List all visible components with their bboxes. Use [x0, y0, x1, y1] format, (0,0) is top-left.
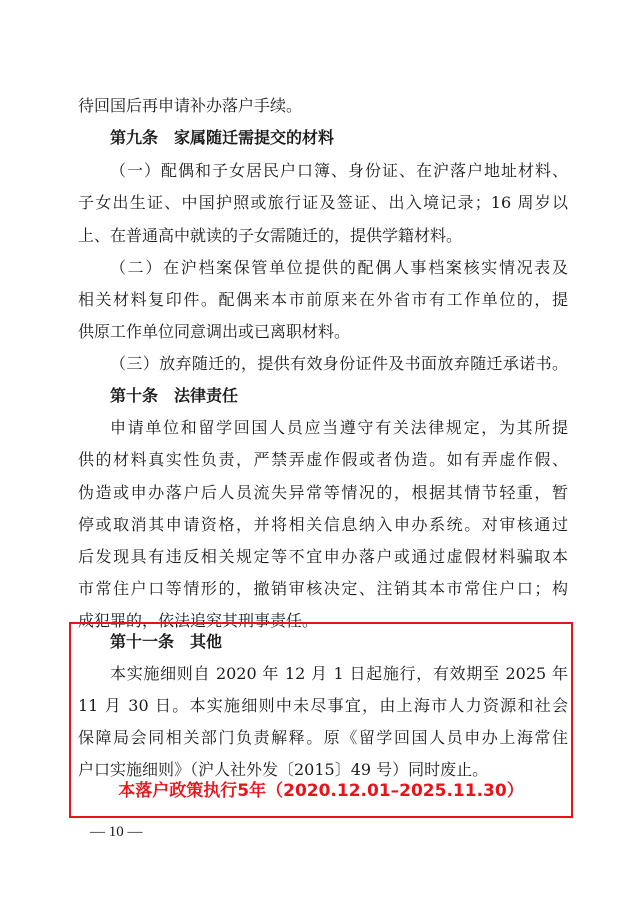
page-number: — 10 — — [90, 824, 143, 840]
section-11-heading: 第十一条 其他 — [110, 632, 223, 651]
body-line: 市常住户口等情形的，撤销审核决定、注销其本市常住户口；构 — [78, 579, 568, 598]
body-line: 后发现具有违反相关规定等不宜申办落户或通过虚假材料骗取本 — [78, 547, 568, 566]
body-line: 申请单位和留学回国人员应当遵守有关法律规定，为其所提 — [110, 418, 568, 437]
body-line: 停或取消其申请资格，并将相关信息纳入申办系统。对审核通过 — [78, 515, 568, 534]
policy-period-annotation: 本落户政策执行5年（2020.12.01–2025.11.30） — [118, 781, 524, 801]
body-line: （三）放弃随迁的，提供有效身份证件及书面放弃随迁承诺书。 — [110, 354, 568, 373]
body-line: 供原工作单位同意调出或已离职材料。 — [78, 322, 351, 341]
body-line: 本实施细则自 2020 年 12 月 1 日起施行，有效期至 2025 年 — [110, 664, 568, 683]
section-9-heading: 第九条 家属随迁需提交的材料 — [110, 128, 335, 147]
body-line: 成犯罪的，依法追究其刑事责任。 — [78, 611, 319, 630]
body-line: 待回国后再申请补办落户手续。 — [78, 96, 303, 115]
body-line: 供的材料真实性负责，严禁弄虚作假或者伪造。如有弄虚作假、 — [78, 450, 568, 469]
body-line: 子女出生证、中国护照或旅行证及签证、出入境记录；16 周岁以 — [78, 193, 568, 212]
body-line: （二）在沪档案保管单位提供的配偶人事档案核实情况表及 — [110, 258, 568, 277]
body-line: 伪造或申办落户后人员流失异常等情况的，根据其情节轻重，暂 — [78, 483, 568, 502]
body-line: 上、在普通高中就读的子女需随迁的，提供学籍材料。 — [78, 226, 463, 245]
body-line: 保障局会同相关部门负责解释。原《留学回国人员申办上海常住 — [78, 728, 568, 747]
body-line: 相关材料复印件。配偶来本市前原来在外省市有工作单位的，提 — [78, 290, 568, 309]
body-line: 户口实施细则》（沪人社外发〔2015〕49 号）同时废止。 — [78, 760, 489, 779]
body-line: 11 月 30 日。本实施细则中未尽事宜，由上海市人力资源和社会 — [78, 696, 568, 715]
section-10-heading: 第十条 法律责任 — [110, 386, 239, 405]
body-line: （一）配偶和子女居民户口簿、身份证、在沪落户地址材料、 — [110, 161, 568, 180]
